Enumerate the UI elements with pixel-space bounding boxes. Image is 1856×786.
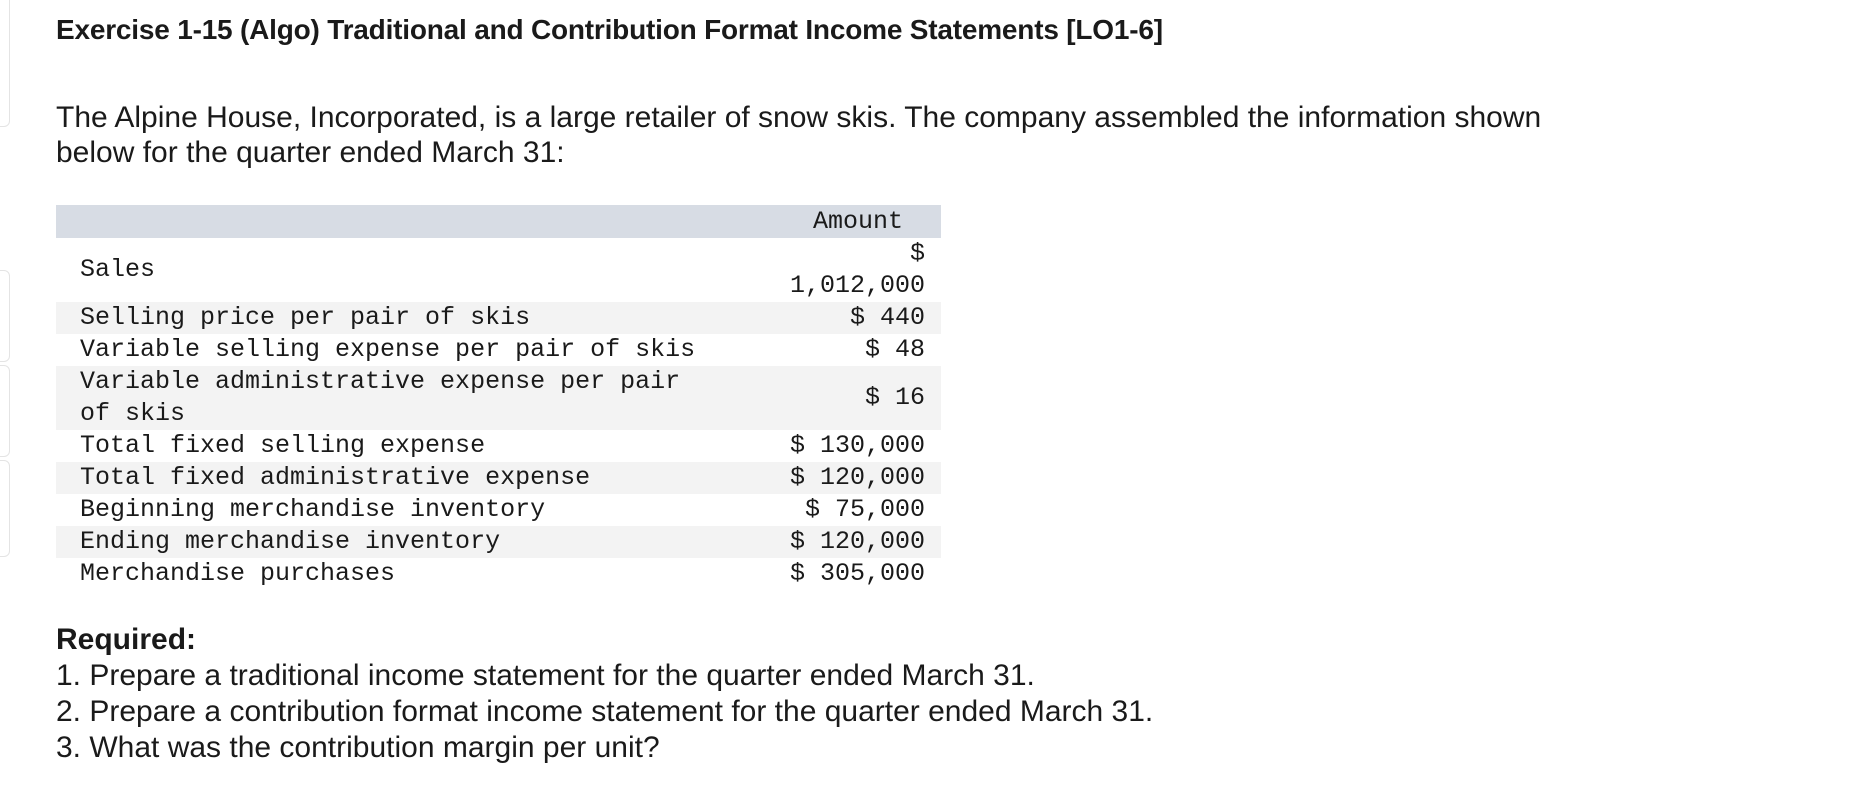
exercise-intro: The Alpine House, Incorporated, is a large retailer of snow skis. The company assembled the information shown below for the quarter ended March 31: (56, 101, 1542, 169)
side-panel-edge (0, 270, 10, 362)
row-label: Merchandise purchases (80, 559, 396, 588)
table-row (56, 494, 941, 526)
side-panel-edge (0, 365, 10, 457)
row-label: Selling price per pair of skis (80, 303, 531, 332)
table-row (56, 366, 941, 430)
row-label: Sales (80, 255, 156, 284)
required-section (56, 622, 1153, 766)
table-row (56, 334, 941, 366)
side-panel-edge (0, 0, 10, 127)
table-header-row (56, 205, 941, 238)
table-row (56, 526, 941, 558)
side-panel-edge (0, 460, 10, 557)
row-amount: $ 440 (849, 303, 925, 332)
table-row (56, 558, 941, 590)
row-amount: $ 75,000 (804, 495, 925, 524)
header-amount: Amount (812, 207, 903, 236)
row-amount: $ 120,000 (789, 463, 925, 492)
header-label (56, 205, 781, 238)
exercise-title: Exercise 1-15 (Algo) Traditional and Contribution Format Income Statements [LO1-6] (56, 14, 1163, 45)
row-label: Total fixed administrative expense (80, 463, 591, 492)
row-amount: $ 130,000 (789, 431, 925, 460)
required-item: 3. What was the contribution margin per unit? (56, 731, 660, 764)
table-row (56, 430, 941, 462)
row-amount: $ 48 (864, 335, 925, 364)
row-amount: $ 1,012,000 (789, 239, 925, 300)
row-amount: $ 120,000 (789, 527, 925, 556)
row-amount: $ 16 (864, 383, 925, 412)
row-label: Variable selling expense per pair of skis (80, 335, 696, 364)
row-label: Beginning merchandise inventory (80, 495, 546, 524)
required-heading: Required: (56, 623, 197, 656)
data-table (56, 205, 941, 590)
row-label: Total fixed selling expense (80, 431, 486, 460)
required-item: 1. Prepare a traditional income statement for the quarter ended March 31. (56, 659, 1035, 692)
row-label: Variable administrative expense per pair of skis (80, 367, 681, 428)
table-row (56, 238, 941, 302)
table-row (56, 302, 941, 334)
required-item: 2. Prepare a contribution format income statement for the quarter ended March 31. (56, 695, 1154, 728)
row-amount: $ 305,000 (789, 559, 925, 588)
row-label: Ending merchandise inventory (80, 527, 501, 556)
table-row (56, 462, 941, 494)
